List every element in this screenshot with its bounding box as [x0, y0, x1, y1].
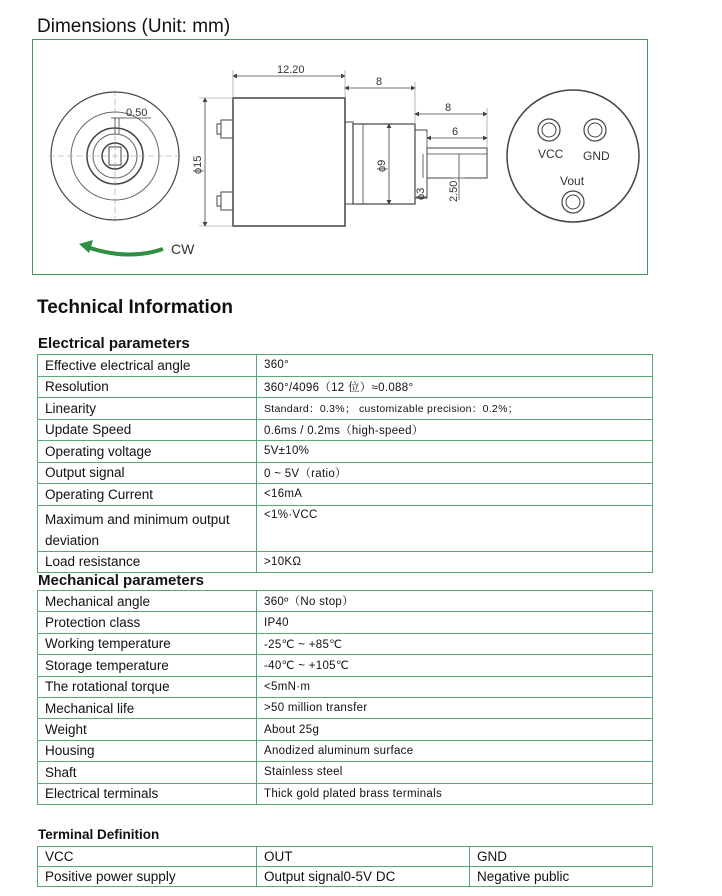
table-row: [38, 484, 653, 506]
table-row: [38, 867, 653, 887]
table-row: [38, 462, 653, 484]
param-value: 360°/4096（12 位）≈0.088°: [257, 376, 653, 398]
param-name: Maximum and minimum output deviation: [38, 505, 257, 551]
dim-12-20-label: 12.20: [277, 64, 305, 76]
param-value: Stainless steel: [257, 762, 653, 783]
table-row: [38, 419, 653, 441]
terminal-gnd-desc: Negative public: [470, 867, 653, 887]
table-row: [38, 398, 653, 420]
front-view: [49, 90, 195, 257]
mechanical-parameters-table: [37, 590, 653, 805]
param-value: 360°: [257, 355, 653, 377]
param-value: Anodized aluminum surface: [257, 740, 653, 761]
rear-view: [507, 90, 639, 222]
dimension-drawing-frame: [32, 39, 648, 275]
terminal-vcc-desc: Positive power supply: [38, 867, 257, 887]
param-name: Update Speed: [38, 419, 257, 441]
technical-information-title: Technical Information: [37, 297, 234, 318]
dim-8-right-label: 8: [445, 102, 452, 114]
param-name: Effective electrical angle: [38, 355, 257, 377]
dim-2-50-label: 2.50: [448, 180, 460, 202]
dim-8-upper-label: 8: [376, 76, 383, 88]
table-row: [38, 376, 653, 398]
param-value: Standard：0.3%； customizable precision：0.2%；: [257, 398, 653, 420]
param-value: -40℃ ~ +105℃: [257, 655, 653, 676]
param-name: Mechanical angle: [38, 591, 257, 612]
table-row: [38, 740, 653, 761]
table-row: [38, 783, 653, 804]
electrical-parameters-table: [37, 354, 653, 573]
param-name: Operating Current: [38, 484, 257, 506]
param-value: 5V±10%: [257, 441, 653, 463]
dim-phi3-label: ϕ3: [415, 187, 427, 200]
terminal-gnd-header: GND: [470, 847, 653, 867]
table-row: [38, 591, 653, 612]
dim-phi15-label: ϕ15: [192, 155, 204, 174]
table-row: [38, 505, 653, 551]
param-value: 0 ~ 5V（ratio）: [257, 462, 653, 484]
param-name: Protection class: [38, 612, 257, 633]
param-value: 360º（No stop）: [257, 591, 653, 612]
side-view: [192, 64, 487, 226]
param-name: Resolution: [38, 376, 257, 398]
param-value: IP40: [257, 612, 653, 633]
param-name: Electrical terminals: [38, 783, 257, 804]
gnd-pin-label: GND: [583, 149, 610, 163]
table-row: [38, 676, 653, 697]
param-value: <16mA: [257, 484, 653, 506]
param-value: About 25g: [257, 719, 653, 740]
param-value: <5mN·m: [257, 676, 653, 697]
param-name: Weight: [38, 719, 257, 740]
dimension-drawing: [33, 40, 647, 274]
param-name: Output signal: [38, 462, 257, 484]
dim-phi9-label: ϕ9: [376, 159, 388, 172]
table-row: [38, 355, 653, 377]
terminal-definition-table: [37, 846, 653, 887]
param-name: Mechanical life: [38, 697, 257, 718]
vout-pin-label: Vout: [560, 174, 585, 188]
param-value: Thick gold plated brass terminals: [257, 783, 653, 804]
table-row: [38, 441, 653, 463]
table-row: [38, 762, 653, 783]
table-row: [38, 633, 653, 654]
vcc-pin-label: VCC: [538, 147, 564, 161]
dim-0-50-label: 0.50: [126, 107, 148, 119]
table-row: [38, 697, 653, 718]
param-value: 0.6ms / 0.2ms（high-speed）: [257, 419, 653, 441]
param-name: Shaft: [38, 762, 257, 783]
table-row: [38, 719, 653, 740]
table-row: [38, 612, 653, 633]
table-row: [38, 847, 653, 867]
param-name: Linearity: [38, 398, 257, 420]
table-row: [38, 655, 653, 676]
mechanical-parameters-title: Mechanical parameters: [38, 572, 204, 589]
param-value: <1%·VCC: [257, 505, 653, 551]
param-value: -25℃ ~ +85℃: [257, 633, 653, 654]
terminal-out-header: OUT: [257, 847, 470, 867]
terminal-out-desc: Output signal0-5V DC: [257, 867, 470, 887]
dimensions-title: Dimensions (Unit: mm): [37, 16, 231, 37]
terminal-vcc-header: VCC: [38, 847, 257, 867]
param-name: Load resistance: [38, 551, 257, 573]
param-value: >50 million transfer: [257, 697, 653, 718]
table-row: [38, 551, 653, 573]
param-name: Working temperature: [38, 633, 257, 654]
electrical-parameters-title: Electrical parameters: [38, 335, 190, 352]
param-name: The rotational torque: [38, 676, 257, 697]
param-value: >10KΩ: [257, 551, 653, 573]
dim-6-label: 6: [452, 126, 459, 138]
cw-label: CW: [171, 241, 195, 257]
terminal-definition-title: Terminal Definition: [38, 827, 160, 842]
param-name: Housing: [38, 740, 257, 761]
param-name: Storage temperature: [38, 655, 257, 676]
param-name: Operating voltage: [38, 441, 257, 463]
